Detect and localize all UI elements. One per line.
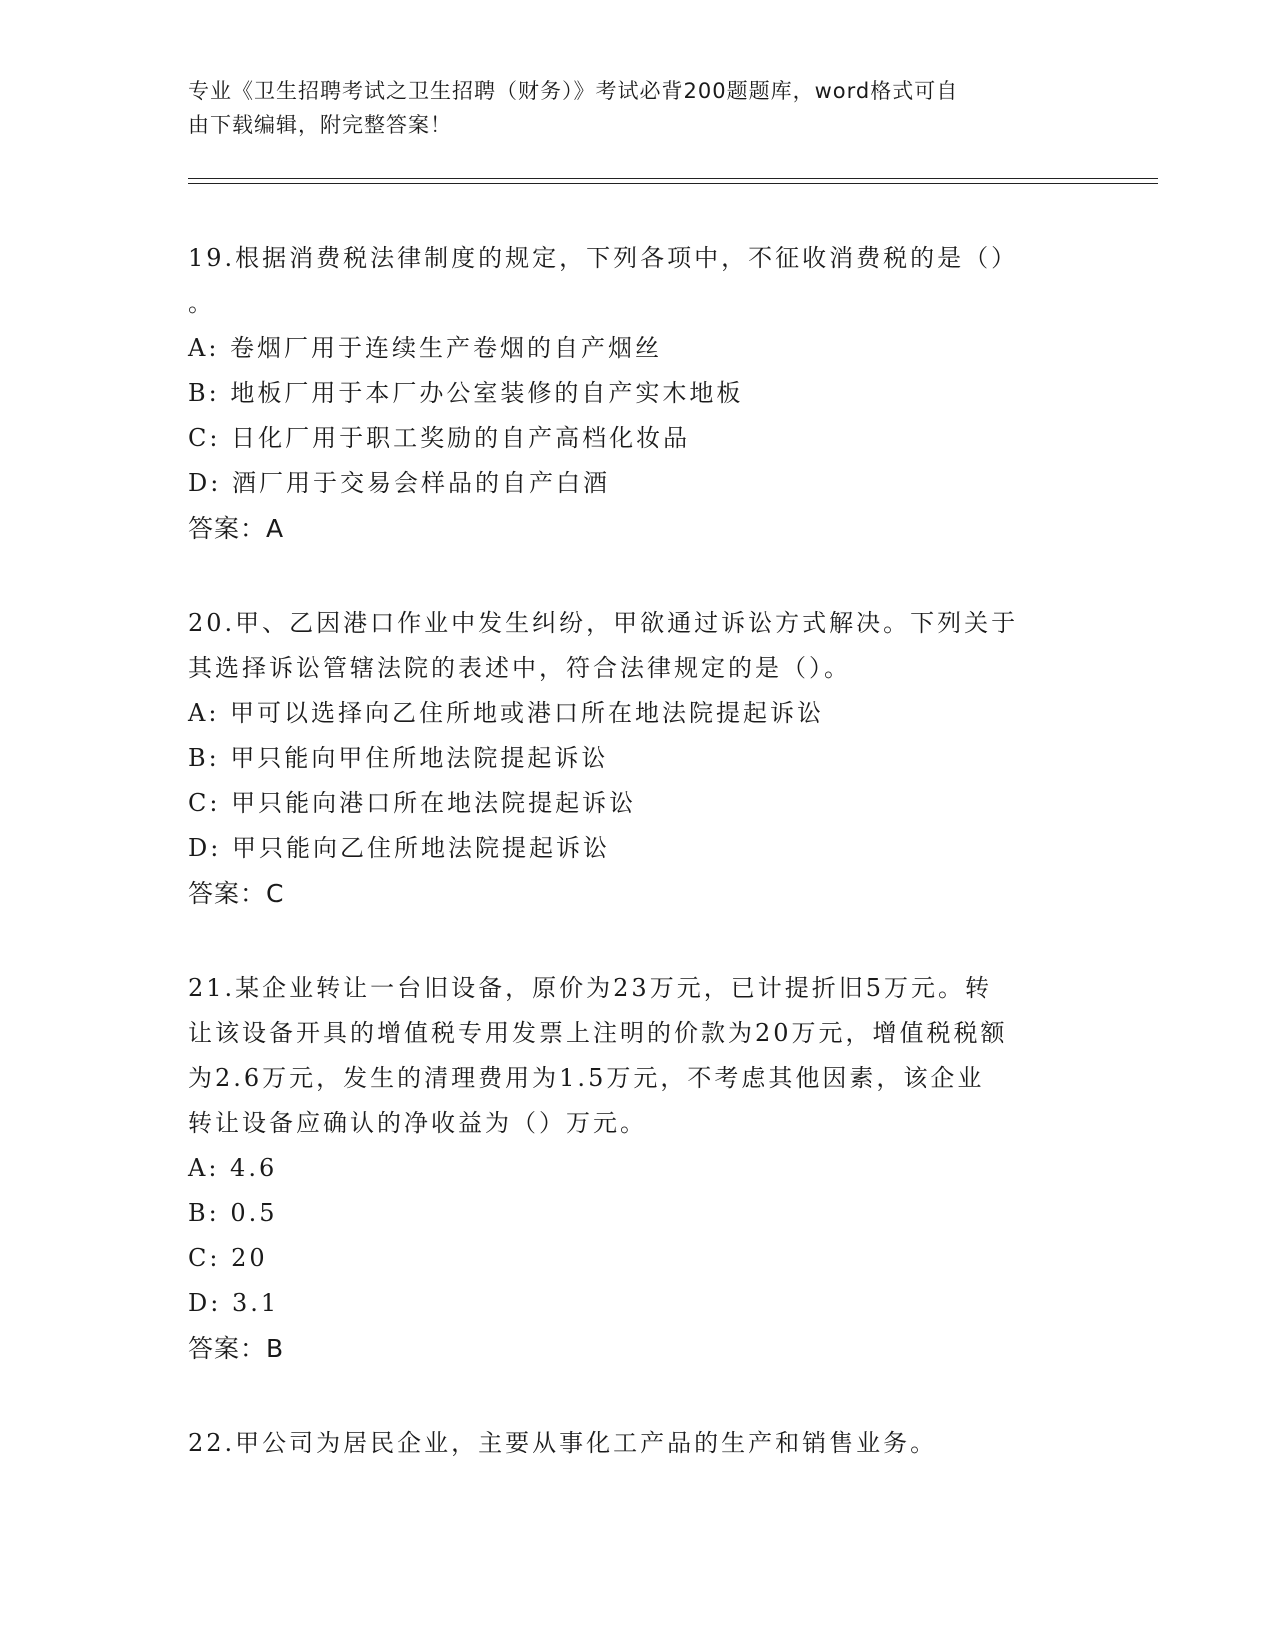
option-b: B: 地板厂用于本厂办公室装修的自产实木地板 <box>188 379 744 407</box>
option-c: C: 日化厂用于职工奖励的自产高档化妆品 <box>188 424 691 452</box>
question-stem-line: 其选择诉讼管辖法院的表述中，符合法律规定的是（）。 <box>188 654 851 682</box>
question-19 <box>188 236 1088 551</box>
answer-label: 答案：B <box>188 1334 285 1363</box>
question-21 <box>188 966 1088 1371</box>
option-d: D: 甲只能向乙住所地法院提起诉讼 <box>188 834 610 862</box>
option-a: A: 甲可以选择向乙住所地或港口所在地法院提起诉讼 <box>188 699 825 727</box>
question-stem-line: 19.根据消费税法律制度的规定，下列各项中，不征收消费税的是（） <box>188 244 1019 272</box>
header-line-2: 由下载编辑，附完整答案！ <box>188 113 452 137</box>
header-divider-bottom <box>188 183 1158 184</box>
document-header <box>188 74 1068 142</box>
question-stem-line: 22.甲公司为居民企业，主要从事化工产品的生产和销售业务。 <box>188 1429 938 1457</box>
question-stem-line: 转让设备应确认的净收益为（）万元。 <box>188 1109 647 1137</box>
option-c: C: 甲只能向港口所在地法院提起诉讼 <box>188 789 637 817</box>
option-d: D: 酒厂用于交易会样品的自产白酒 <box>188 469 610 497</box>
answer-label: 答案：C <box>188 879 285 908</box>
option-c: C: 20 <box>188 1244 268 1272</box>
header-divider-top <box>188 178 1158 179</box>
question-stem-line: 。 <box>188 289 215 317</box>
question-stem-line: 20.甲、乙因港口作业中发生纠纷，甲欲通过诉讼方式解决。下列关于 <box>188 609 1019 637</box>
option-a: A: 4.6 <box>188 1154 278 1182</box>
question-stem-line: 为2.6万元，发生的清理费用为1.5万元，不考虑其他因素，该企业 <box>188 1064 985 1092</box>
option-b: B: 0.5 <box>188 1199 278 1227</box>
question-20 <box>188 601 1088 916</box>
question-22 <box>188 1421 1088 1466</box>
option-d: D: 3.1 <box>188 1289 280 1317</box>
question-stem-line: 让该设备开具的增值税专用发票上注明的价款为20万元，增值税税额 <box>188 1019 1008 1047</box>
header-line-1: 专业《卫生招聘考试之卫生招聘（财务）》考试必背200题题库，word格式可自 <box>188 79 959 103</box>
question-stem-line: 21.某企业转让一台旧设备，原价为23万元，已计提折旧5万元。转 <box>188 974 992 1002</box>
option-a: A: 卷烟厂用于连续生产卷烟的自产烟丝 <box>188 334 663 362</box>
option-b: B: 甲只能向甲住所地法院提起诉讼 <box>188 744 609 772</box>
answer-label: 答案：A <box>188 514 285 543</box>
